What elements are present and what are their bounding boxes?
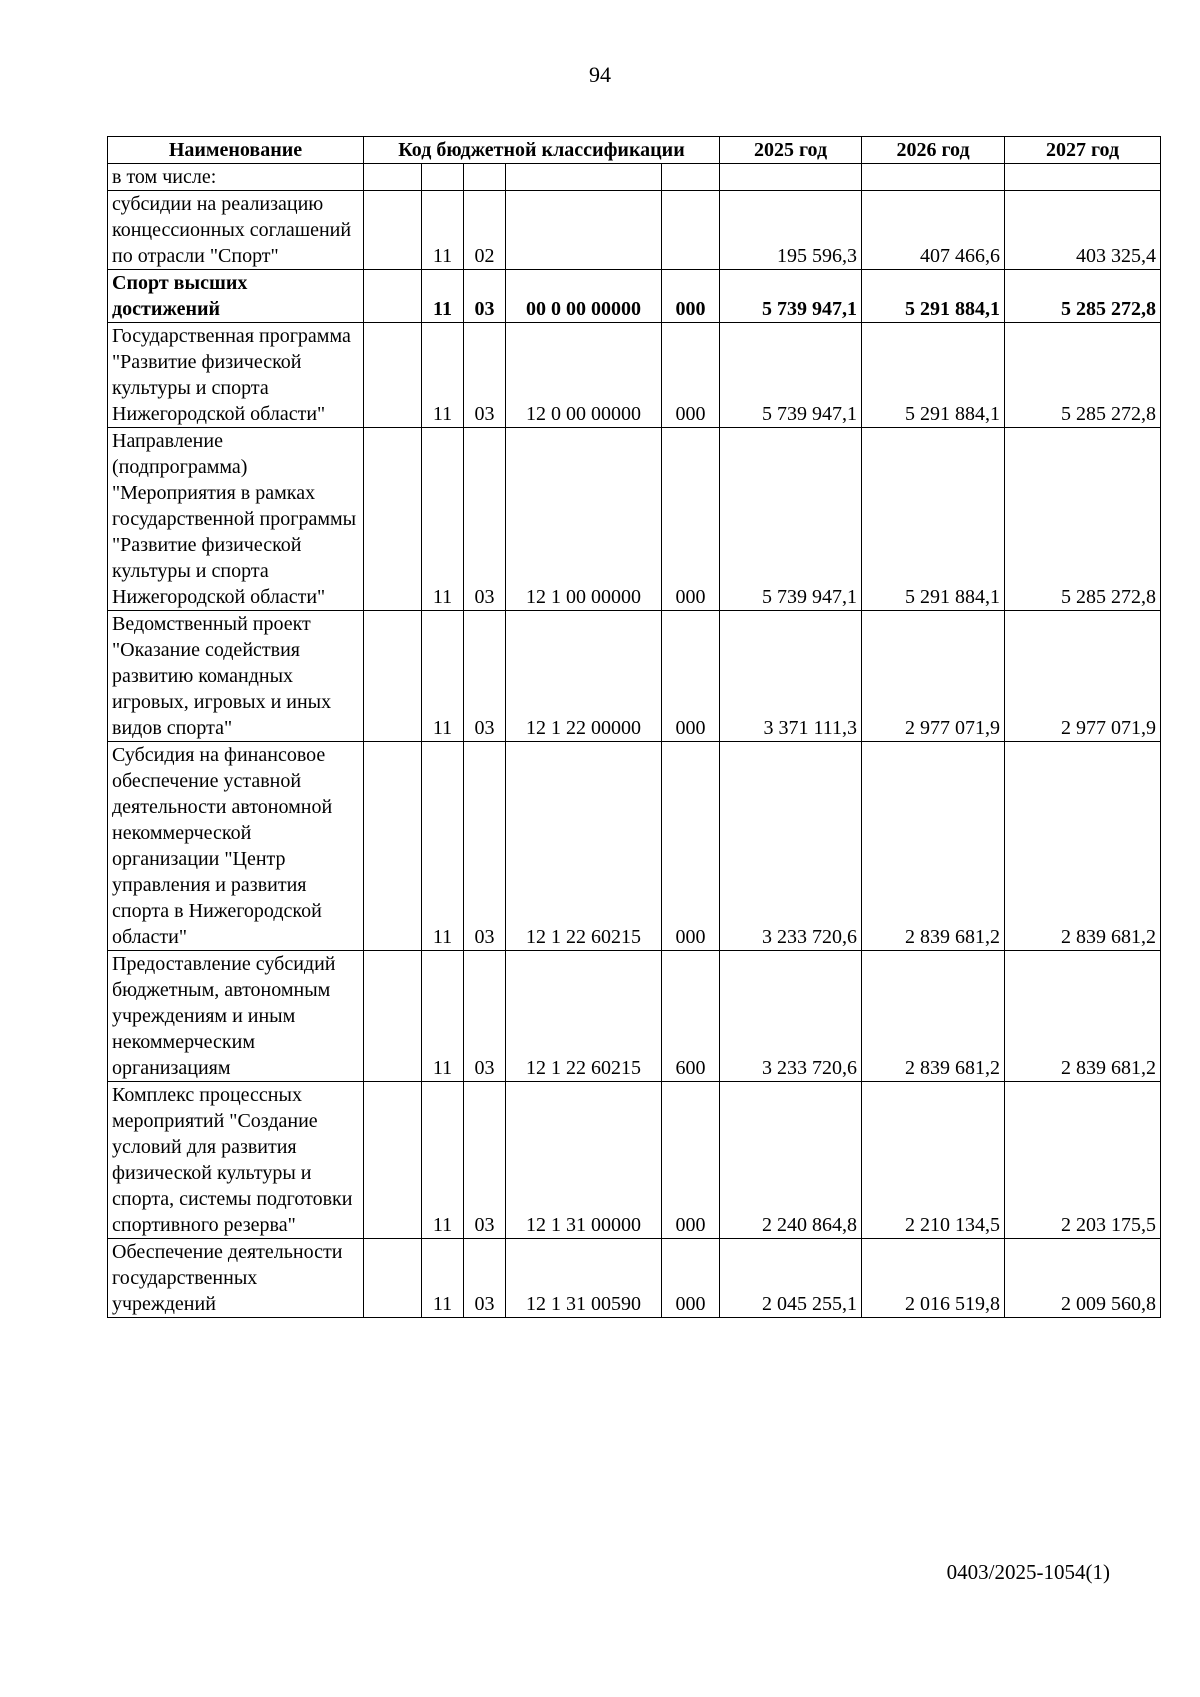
row-code-subsection: 03 [464, 428, 506, 611]
row-code-section: 11 [422, 191, 464, 270]
row-value-2026: 5 291 884,1 [862, 323, 1005, 428]
budget-table [107, 136, 1161, 1318]
row-value-2025: 2 240 864,8 [720, 1082, 862, 1239]
row-code-subsection: 03 [464, 611, 506, 742]
row-code-target [506, 191, 662, 270]
row-value-2027: 2 977 071,9 [1005, 611, 1161, 742]
row-code-type: 000 [662, 611, 720, 742]
row-code-type [662, 191, 720, 270]
row-code-subsection: 03 [464, 1239, 506, 1318]
row-value-2027: 5 285 272,8 [1005, 428, 1161, 611]
row-name: Обеспечение деятельности государственных учреждений [108, 1239, 364, 1318]
row-code-section: 11 [422, 323, 464, 428]
row-value-2026: 2 977 071,9 [862, 611, 1005, 742]
document-code: 0403/2025-1054(1) [946, 1560, 1110, 1584]
row-value-2027: 5 285 272,8 [1005, 323, 1161, 428]
header-code: Код бюджетной классификации [364, 137, 720, 164]
table-row [108, 1239, 1161, 1318]
row-value-2027: 2 839 681,2 [1005, 951, 1161, 1082]
row-code-type: 600 [662, 951, 720, 1082]
row-value-2026: 5 291 884,1 [862, 270, 1005, 323]
row-code-section: 11 [422, 951, 464, 1082]
row-name: Ведомственный проект "Оказание содействия развитию командных игровых, игровых и иных видов спорта" [108, 611, 364, 742]
row-code-section: 11 [422, 611, 464, 742]
row-code-type: 000 [662, 1239, 720, 1318]
row-code-section: 11 [422, 742, 464, 951]
row-value-2025: 3 233 720,6 [720, 951, 862, 1082]
row-value-2025: 3 233 720,6 [720, 742, 862, 951]
page-number: 94 [589, 62, 611, 87]
row-value-2027: 2 009 560,8 [1005, 1239, 1161, 1318]
row-code-target: 12 1 31 00000 [506, 1082, 662, 1239]
row-value-2026: 2 839 681,2 [862, 742, 1005, 951]
row-value-2025: 5 739 947,1 [720, 323, 862, 428]
row-code-subsection: 03 [464, 270, 506, 323]
table-row [108, 1082, 1161, 1239]
row-code-target: 12 0 00 00000 [506, 323, 662, 428]
row-name: Комплекс процессных мероприятий "Создание условий для развития физической культуры и спорта, системы подготовки спортивного резерва" [108, 1082, 364, 1239]
row-value-2026: 407 466,6 [862, 191, 1005, 270]
row-name: Спорт высших достижений [108, 270, 364, 323]
table-row [108, 951, 1161, 1082]
row-name: субсидии на реализацию концессионных соглашений по отрасли "Спорт" [108, 191, 364, 270]
row-code-section: 11 [422, 1239, 464, 1318]
table-row [108, 270, 1161, 323]
row-code-section: 11 [422, 428, 464, 611]
row-code-subsection: 02 [464, 191, 506, 270]
header-2026: 2026 год [862, 137, 1005, 164]
row-value-2025: 3 371 111,3 [720, 611, 862, 742]
row-code-target: 00 0 00 00000 [506, 270, 662, 323]
row-code-type: 000 [662, 1082, 720, 1239]
header-2025: 2025 год [720, 137, 862, 164]
row-name: Субсидия на финансовое обеспечение уставной деятельности автономной некоммерческой организации "Центр управления и развития спорта в Нижегородской области" [108, 742, 364, 951]
intro-row [108, 164, 1161, 191]
row-value-2025: 2 045 255,1 [720, 1239, 862, 1318]
row-code-target: 12 1 22 00000 [506, 611, 662, 742]
table-row [108, 323, 1161, 428]
row-value-2025: 5 739 947,1 [720, 270, 862, 323]
header-2027: 2027 год [1005, 137, 1161, 164]
row-name: Предоставление субсидий бюджетным, автономным учреждениям и иным некоммерческим организациям [108, 951, 364, 1082]
row-code-type: 000 [662, 323, 720, 428]
header-name: Наименование [108, 137, 364, 164]
row-code-target: 12 1 00 00000 [506, 428, 662, 611]
row-value-2026: 2 839 681,2 [862, 951, 1005, 1082]
row-value-2025: 195 596,3 [720, 191, 862, 270]
row-code-subsection: 03 [464, 742, 506, 951]
row-value-2027: 2 203 175,5 [1005, 1082, 1161, 1239]
row-value-2027: 403 325,4 [1005, 191, 1161, 270]
table-row [108, 428, 1161, 611]
row-value-2026: 2 016 519,8 [862, 1239, 1005, 1318]
row-name: Государственная программа "Развитие физической культуры и спорта Нижегородской области" [108, 323, 364, 428]
row-code-type: 000 [662, 428, 720, 611]
row-value-2025: 5 739 947,1 [720, 428, 862, 611]
row-value-2026: 2 210 134,5 [862, 1082, 1005, 1239]
row-value-2026: 5 291 884,1 [862, 428, 1005, 611]
row-code-type: 000 [662, 742, 720, 951]
row-code-type: 000 [662, 270, 720, 323]
row-code-subsection: 03 [464, 1082, 506, 1239]
row-code-target: 12 1 31 00590 [506, 1239, 662, 1318]
row-name: Направление (подпрограмма) "Мероприятия в рамках государственной программы "Развитие физической культуры и спорта Нижегородской области" [108, 428, 364, 611]
table-row [108, 611, 1161, 742]
row-code-subsection: 03 [464, 951, 506, 1082]
row-code-section: 11 [422, 1082, 464, 1239]
row-code-section: 11 [422, 270, 464, 323]
row-value-2027: 2 839 681,2 [1005, 742, 1161, 951]
table-row [108, 191, 1161, 270]
row-code-target: 12 1 22 60215 [506, 742, 662, 951]
intro-text: в том числе: [108, 164, 364, 191]
row-code-subsection: 03 [464, 323, 506, 428]
row-value-2027: 5 285 272,8 [1005, 270, 1161, 323]
row-code-target: 12 1 22 60215 [506, 951, 662, 1082]
table-row [108, 742, 1161, 951]
table-header-row [108, 137, 1161, 164]
